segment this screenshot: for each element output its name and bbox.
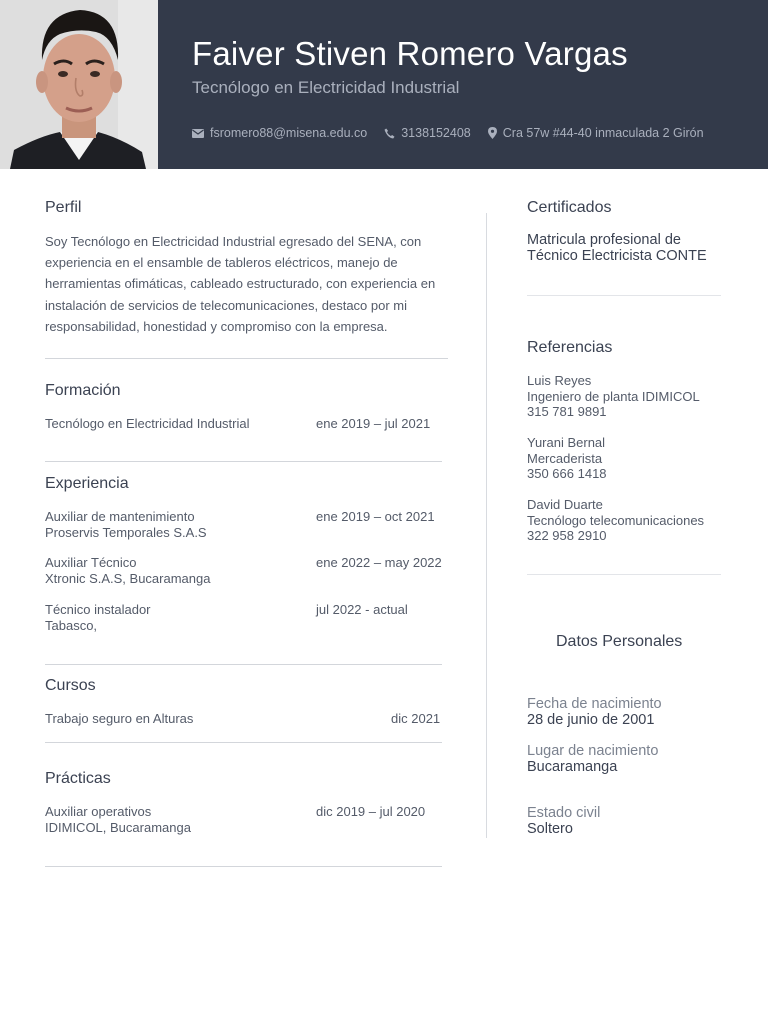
birth-date-label: Fecha de nacimiento — [527, 696, 662, 712]
perfil-text: Soy Tecnólogo en Electricidad Industrial egresado del SENA, con experiencia en el ensamble de tableros eléctricos, manejo de herramientas ofimáticas, cableado estructurado, con experiencia en instalación de servicios de telecomunicaciones, destaco por mi responsabilidad, honestidad y compromiso con la empresa. — [45, 234, 436, 334]
phone-icon — [384, 128, 395, 139]
referencia-role: Tecnólogo telecomunicaciones — [527, 512, 705, 528]
experiencia-heading: Experiencia — [45, 475, 129, 492]
certificados-heading: Certificados — [527, 199, 612, 216]
divider — [45, 461, 442, 462]
referencia-role: Mercaderista — [527, 450, 603, 466]
divider — [527, 295, 721, 296]
experiencia-company: Proservis Temporales S.A.S — [45, 525, 207, 540]
divider — [45, 664, 442, 665]
formacion-heading: Formación — [45, 382, 121, 399]
birth-place-value: Bucaramanga — [527, 759, 618, 775]
experiencia-role: Auxiliar de mantenimiento — [45, 509, 195, 524]
divider — [45, 742, 442, 743]
candidate-title: Tecnólogo en Electricidad Industrial — [192, 78, 460, 97]
experiencia-company: Tabasco, — [45, 618, 98, 633]
divider — [45, 866, 442, 867]
experiencia-date: jul 2022 - actual — [316, 602, 408, 617]
civil-status-label: Estado civil — [527, 805, 601, 821]
certificado-line: Técnico Electricista CONTE — [527, 248, 707, 264]
referencias-heading: Referencias — [527, 339, 613, 356]
address-text: Cra 57w #44-40 inmaculada 2 Girón — [502, 126, 704, 140]
referencia-name: David Duarte — [527, 497, 603, 512]
referencia-item — [527, 435, 607, 482]
referencia-phone: 315 781 9891 — [527, 404, 607, 419]
curso-date: dic 2021 — [391, 711, 441, 726]
referencia-role: Ingeniero de planta IDIMICOL — [527, 388, 700, 404]
phone-text: 3138152408 — [401, 126, 471, 140]
referencia-name: Luis Reyes — [527, 373, 592, 388]
certificado-text — [527, 232, 707, 264]
contact-bar — [192, 126, 721, 140]
experiencia-role: Técnico instalador — [45, 602, 151, 617]
envelope-icon — [192, 129, 204, 138]
experiencia-date: ene 2019 – oct 2021 — [316, 509, 435, 524]
formacion-item-title: Tecnólogo en Electricidad Industrial — [45, 416, 250, 431]
profile-photo — [0, 0, 158, 169]
referencia-phone: 322 958 2910 — [527, 528, 607, 543]
practica-date: dic 2019 – jul 2020 — [316, 804, 426, 819]
birth-date-value: 28 de junio de 2001 — [527, 712, 655, 728]
divider — [527, 574, 721, 575]
map-pin-icon — [488, 127, 497, 139]
experiencia-role: Auxiliar Técnico — [45, 555, 137, 570]
perfil-heading: Perfil — [45, 199, 82, 216]
contact-phone[interactable] — [384, 126, 471, 140]
referencia-item — [527, 497, 704, 544]
datos-personales-heading: Datos Personales — [556, 633, 683, 650]
experiencia-date: ene 2022 – may 2022 — [316, 555, 442, 570]
practicas-heading: Prácticas — [45, 770, 111, 787]
referencia-name: Yurani Bernal — [527, 435, 606, 450]
practica-company: IDIMICOL, Bucaramanga — [45, 820, 191, 835]
practica-role: Auxiliar operativos — [45, 804, 152, 819]
column-divider — [486, 213, 487, 838]
formacion-item-date: ene 2019 – jul 2021 — [316, 416, 431, 431]
birth-place-label: Lugar de nacimiento — [527, 743, 659, 759]
referencia-phone: 350 666 1418 — [527, 466, 607, 481]
email-text: fsromero88@misena.edu.co — [210, 126, 368, 140]
contact-email[interactable] — [192, 126, 367, 140]
certificado-line: Matricula profesional de — [527, 232, 681, 248]
civil-status-value: Soltero — [527, 821, 573, 837]
referencia-item — [527, 373, 700, 420]
experiencia-company: Xtronic S.A.S, Bucaramanga — [45, 571, 211, 586]
header — [0, 0, 768, 169]
contact-address — [488, 126, 704, 140]
cursos-heading: Cursos — [45, 677, 96, 694]
divider — [45, 358, 448, 359]
candidate-name: Faiver Stiven Romero Vargas — [192, 35, 628, 72]
curso-title: Trabajo seguro en Alturas — [45, 711, 194, 726]
